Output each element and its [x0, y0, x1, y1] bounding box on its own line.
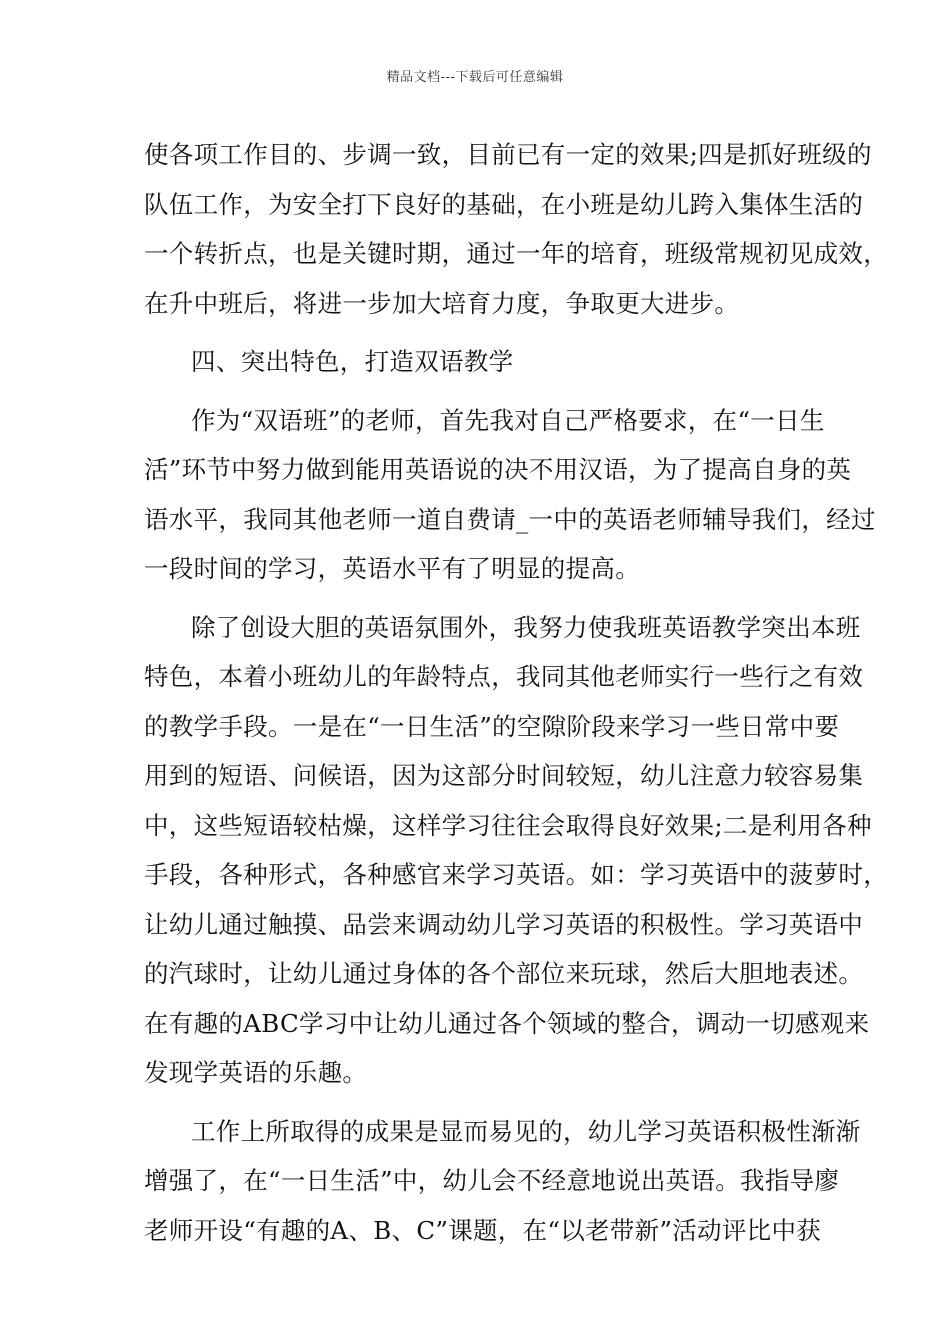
- text-line: 四、突出特色，打造双语教学: [191, 347, 514, 376]
- paragraph-achievements: [144, 1107, 861, 1256]
- text-line: 中，这些短语较枯燥，这样学习往往会取得良好效果;二是利用各种: [144, 810, 872, 840]
- text-line: 让幼儿通过触摸、品尝来调动幼儿学习英语的积极性。学习英语中: [144, 909, 864, 939]
- paragraph-bilingual-teacher: [144, 396, 876, 594]
- text-line: 使各项工作目的、步调一致，目前已有一定的效果;四是抓好班级的: [144, 140, 872, 169]
- text-line: 在有趣的ABC学习中让幼儿通过各个领域的整合，调动一切感观来: [144, 1008, 870, 1038]
- text-line: 特色，本着小班幼儿的年龄特点，我同其他老师实行一些行之有效: [144, 662, 864, 691]
- document-body: [144, 130, 888, 1255]
- text-line: 语水平，我同其他老师一道自费请_一中的英语老师辅导我们，经过: [144, 504, 876, 534]
- page-header: 精品文档---下载后可任意编辑: [386, 70, 564, 85]
- text-line: 老师开设“有趣的A、B、C”课题，在“以老带新”活动评比中获: [144, 1215, 822, 1245]
- text-line: 一段时间的学习，英语水平有了明显的提高。: [144, 554, 640, 583]
- text-line: 增强了，在“一日生活”中，幼儿会不经意地说出英语。我指导廖: [144, 1166, 840, 1195]
- text-line: 发现学英语的乐趣。: [144, 1058, 368, 1087]
- text-line: 作为“双语班”的老师，首先我对自己严格要求，在“一日生: [191, 405, 825, 435]
- section-heading: [144, 337, 824, 387]
- paragraph-safety-work: [144, 130, 888, 328]
- text-line: 用到的短语、问候语，因为这部分时间较短，幼儿注意力较容易集: [144, 761, 864, 790]
- paragraph-teaching-methods: [144, 603, 888, 1098]
- text-line: 工作上所取得的成果是显而易见的，幼儿学习英语积极性渐渐: [191, 1116, 861, 1146]
- text-line: 队伍工作，为安全打下良好的基础，在小班是幼儿跨入集体生活的: [144, 189, 864, 219]
- text-line: 的汽球时，让幼儿通过身体的各个部位来玩球，然后大胆地表述。: [144, 959, 864, 988]
- text-line: 除了创设大胆的英语氛围外，我努力使我班英语教学突出本班: [191, 612, 861, 642]
- text-line: 一个转折点，也是关键时期，通过一年的培育，班级常规初见成效，: [144, 239, 888, 268]
- text-line: 手段，各种形式，各种感官来学习英语。如：学习英语中的菠萝时，: [144, 860, 888, 889]
- text-line: 在升中班后，将进一步加大培育力度，争取更大进步。: [144, 288, 740, 318]
- text-line: 活”环节中努力做到能用英语说的决不用汉语，为了提高自身的英: [144, 455, 852, 484]
- text-line: 的教学手段。一是在“一日生活”的空隙阶段来学习一些日常中要: [144, 711, 840, 741]
